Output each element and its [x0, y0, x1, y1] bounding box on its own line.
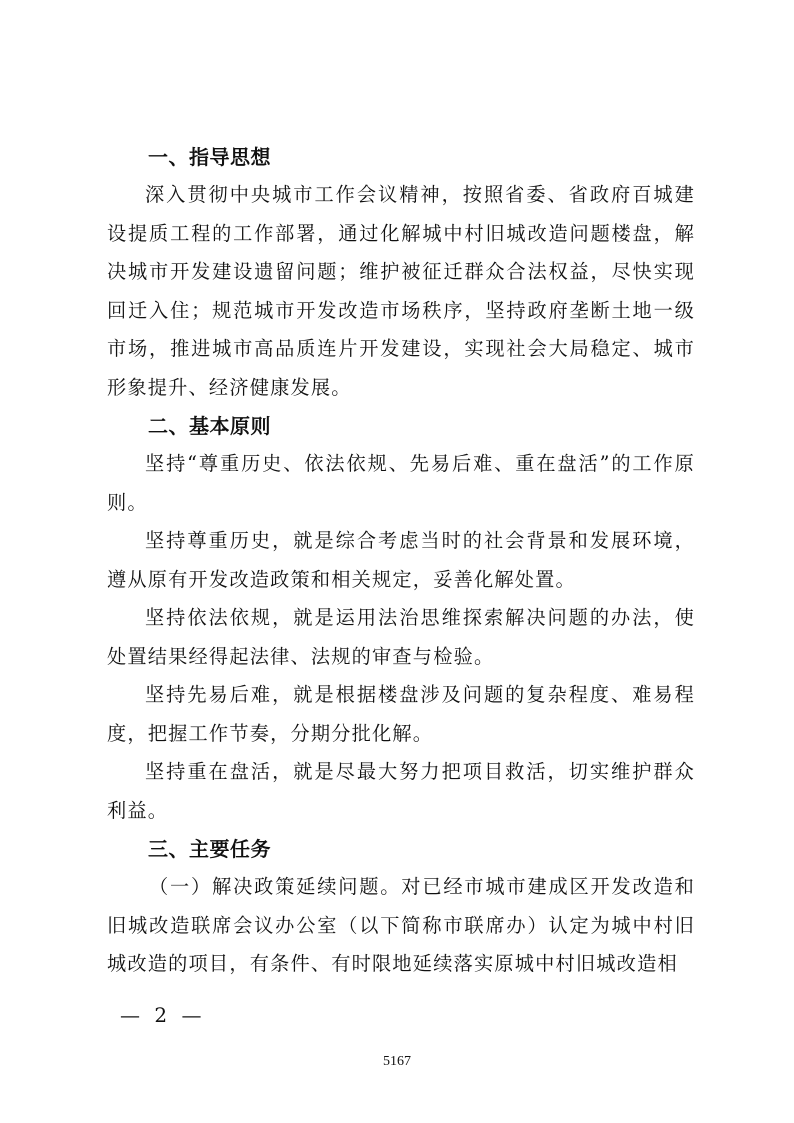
paragraph-respect-history: 坚持尊重历史，就是综合考虑当时的社会背景和发展环境，遵从原有开发改造政策和相关规定，妥善化解处置。 — [107, 529, 695, 591]
paragraph-guiding-ideology: 深入贯彻中央城市工作会议精神，按照省委、省政府百城建设提质工程的工作部署，通过化解城中村旧城改造问题楼盘，解决城市开发建设遗留问题；维护被征迁群众合法权益，尽快实现回迁入住；规范城市开发改造市场秩序，坚持政府垄断土地一级市场，推进城市高品质连片开发建设，实现社会大局稳定、城市形象提升、经济健康发展。 — [107, 183, 695, 399]
page-number: — 2 — — [120, 1003, 206, 1027]
section-heading-main-tasks: 三、主要任务 — [148, 837, 271, 861]
footer-number: 5167 — [383, 1054, 411, 1069]
paragraph-revitalize: 坚持重在盘活，就是尽最大努力把项目救活，切实维护群众利益。 — [107, 760, 695, 822]
paragraph-principles-intro: 坚持“尊重历史、依法依规、先易后难、重在盘活”的工作原则。 — [107, 452, 695, 514]
paragraph-policy-continuation: （一）解决政策延续问题。对已经市城市建成区开发改造和旧城改造联席会议办公室（以下简称市联席办）认定为城中村旧城改造的项目，有条件、有时限地延续落实原城中村旧城改造相 — [107, 875, 695, 975]
paragraph-rule-of-law: 坚持依法依规，就是运用法治思维探索解决问题的办法，使处置结果经得起法律、法规的审查与检验。 — [107, 606, 695, 668]
section-heading-basic-principles: 二、基本原则 — [148, 414, 271, 438]
section-heading-guiding-ideology: 一、指导思想 — [148, 145, 271, 169]
paragraph-easy-first: 坚持先易后难，就是根据楼盘涉及问题的复杂程度、难易程度，把握工作节奏，分期分批化解。 — [107, 683, 695, 745]
document-body — [107, 138, 695, 984]
